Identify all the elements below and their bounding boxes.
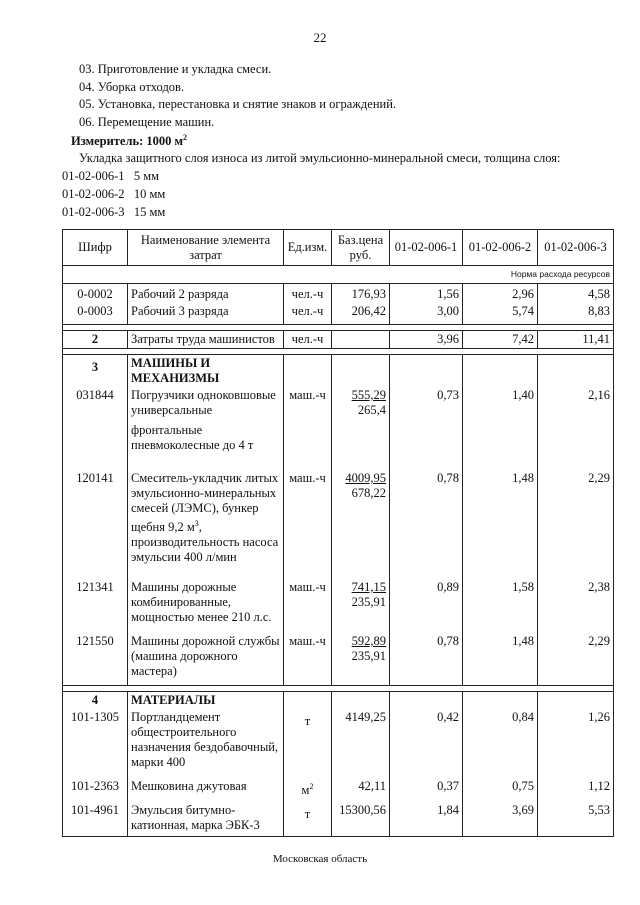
work-description: Укладка защитного слоя износа из литой эмульсионно-минеральной смеси, толщина слоя: — [79, 151, 561, 165]
cell-code: 0-0003 — [63, 303, 128, 325]
variant-value: 5 мм — [133, 169, 160, 183]
cell-name-b: фронтальные пневмоколесные до 4 т — [131, 423, 254, 452]
cell-v2: 3,69 — [463, 802, 538, 837]
table-row — [63, 387, 614, 470]
cell-v3: 2,29 — [538, 633, 614, 686]
cell-v2: 0,75 — [463, 778, 538, 802]
subheader-row — [63, 266, 614, 284]
price-total: 741,15 — [351, 580, 386, 595]
cell-price — [332, 633, 390, 686]
cell-price — [332, 470, 390, 579]
cell-v3: 2,16 — [538, 387, 614, 470]
cell-unit: маш.-ч — [284, 579, 332, 633]
cell-price: 206,42 — [332, 303, 390, 325]
cell-name-sup: 3 — [194, 519, 199, 528]
step-03: 03. Приготовление и укладка смеси. — [79, 62, 272, 76]
cell-unit-sup: 2 — [309, 782, 314, 792]
cell-unit-text: м — [301, 783, 310, 798]
cell-v3: 5,53 — [538, 802, 614, 837]
cell-code: 121550 — [63, 633, 128, 686]
cell-unit — [284, 802, 332, 837]
table-row — [63, 470, 614, 579]
cell-v1: 3,00 — [390, 303, 463, 325]
page-number: 22 — [313, 30, 327, 45]
resource-norms-table — [62, 229, 614, 837]
section-number: 3 — [63, 355, 128, 388]
cell-name: Машины дорожные комбинированные, мощностью менее 210 л.с. — [128, 579, 284, 633]
cell-v1: 0,78 — [390, 633, 463, 686]
col-header-unit: Ед.изм. — [284, 230, 332, 266]
cell-v1: 0,78 — [390, 470, 463, 579]
cell-unit: чел.-ч — [284, 284, 332, 304]
cell-v1: 0,37 — [390, 778, 463, 802]
cell-v1: 0,73 — [390, 387, 463, 470]
cell-name-a: Погрузчики одноковшовые универсальные — [131, 388, 276, 417]
col-header-name: Наименование элемента затрат — [128, 230, 284, 266]
cell-price — [332, 331, 390, 349]
cell-code: 121341 — [63, 579, 128, 633]
cell-unit: маш.-ч — [284, 387, 332, 470]
cell-name: Эмульсия битумно-катионная, марка ЭБК-3 — [128, 802, 284, 837]
price-wage: 265,4 — [357, 403, 386, 417]
variant-code: 01-02-006-2 — [62, 187, 125, 201]
cell-unit: чел.-ч — [284, 303, 332, 325]
cell-price: 15300,56 — [332, 802, 390, 837]
cell-unit-text: т — [304, 714, 311, 729]
cell-v3: 1,12 — [538, 778, 614, 802]
cell-unit: маш.-ч — [284, 633, 332, 686]
cell-v3: 2,38 — [538, 579, 614, 633]
measure-sup: 2 — [183, 133, 188, 142]
cell-unit: маш.-ч — [284, 470, 332, 579]
table-row — [63, 709, 614, 778]
cell-unit — [284, 778, 332, 802]
measure-label: Измеритель: 1000 м — [71, 134, 184, 149]
page-footer: Московская область — [272, 853, 368, 865]
step-06: 06. Перемещение машин. — [79, 115, 215, 129]
col-header-price: Баз.цена руб. — [332, 230, 390, 266]
cell-name — [128, 387, 284, 470]
cell-name: Рабочий 3 разряда — [128, 303, 284, 325]
price-total: 592,89 — [351, 634, 386, 649]
section-title: МАШИНЫ И МЕХАНИЗМЫ — [128, 355, 284, 388]
section-row-materials — [63, 692, 614, 710]
cell-code: 101-2363 — [63, 778, 128, 802]
price-wage: 235,91 — [351, 649, 386, 664]
table-row — [63, 802, 614, 837]
cell-v2: 1,48 — [463, 633, 538, 686]
cell-v2: 5,74 — [463, 303, 538, 325]
variant-code: 01-02-006-3 — [62, 205, 125, 219]
cell-name: Затраты труда машинистов — [128, 331, 284, 349]
table-row — [63, 633, 614, 686]
section-title: МАТЕРИАЛЫ — [128, 692, 284, 710]
section-row-machines — [63, 355, 614, 388]
cell-name: Портландцемент общестроительного назначения бездобавочный, марки 400 — [128, 709, 284, 778]
cell-unit-text: т — [304, 807, 311, 822]
cell-v2: 1,48 — [463, 470, 538, 579]
cell-unit: чел.-ч — [284, 331, 332, 349]
cell-code: 101-1305 — [63, 709, 128, 778]
step-05: 05. Установка, перестановка и снятие знаков и ограждений. — [79, 97, 397, 111]
cell-price — [332, 387, 390, 470]
cell-name: Рабочий 2 разряда — [128, 284, 284, 304]
cell-price: 42,11 — [332, 778, 390, 802]
table-row — [63, 579, 614, 633]
variant-value: 10 мм — [133, 187, 166, 201]
col-header-variant-2: 01-02-006-2 — [463, 230, 538, 266]
cell-v2: 1,40 — [463, 387, 538, 470]
section-number: 4 — [63, 692, 128, 710]
cell-v1: 3,96 — [390, 331, 463, 349]
variant-row — [62, 205, 165, 220]
cell-price: 176,93 — [332, 284, 390, 304]
variant-code: 01-02-006-1 — [62, 169, 125, 183]
table-row — [63, 284, 614, 304]
cell-code: 120141 — [63, 470, 128, 579]
cell-v1: 0,89 — [390, 579, 463, 633]
cell-price: 4149,25 — [332, 709, 390, 778]
cell-v3: 1,26 — [538, 709, 614, 778]
cell-name-c: , производительность насоса эмульсии 400 л/мин — [131, 520, 279, 565]
cell-v3: 4,58 — [538, 284, 614, 304]
cell-name: Машины дорожной службы (машина дорожного мастера) — [128, 633, 284, 686]
cell-v3: 11,41 — [538, 331, 614, 349]
price-wage: 235,91 — [351, 595, 386, 610]
cell-name: Мешковина джутовая — [128, 778, 284, 802]
cell-code: 2 — [63, 331, 128, 349]
measure-unit — [71, 133, 187, 149]
table-row — [63, 331, 614, 349]
variant-row — [62, 187, 165, 202]
price-total: 555,29 — [351, 388, 386, 402]
norms-subheader: Норма расхода ресурсов — [63, 266, 614, 284]
cell-v1: 1,84 — [390, 802, 463, 837]
cell-v1: 0,42 — [390, 709, 463, 778]
col-header-code: Шифр — [63, 230, 128, 266]
cell-code: 101-4961 — [63, 802, 128, 837]
cell-v1: 1,56 — [390, 284, 463, 304]
table-row — [63, 778, 614, 802]
cell-code: 0-0002 — [63, 284, 128, 304]
price-total: 4009,95 — [345, 471, 386, 485]
price-wage: 678,22 — [351, 486, 386, 500]
col-header-variant-3: 01-02-006-3 — [538, 230, 614, 266]
cell-name-a: Смеситель-укладчик литых эмульсионно-минеральных смесей (ЛЭМС), бункер щебня 9,2 м — [131, 471, 279, 535]
variant-row — [62, 169, 159, 184]
cell-code: 031844 — [63, 387, 128, 470]
col-header-variant-1: 01-02-006-1 — [390, 230, 463, 266]
cell-name — [128, 470, 284, 579]
step-04: 04. Уборка отходов. — [79, 80, 185, 94]
cell-v2: 7,42 — [463, 331, 538, 349]
table-row — [63, 303, 614, 325]
cell-v3: 8,83 — [538, 303, 614, 325]
cell-price — [332, 579, 390, 633]
cell-v3: 2,29 — [538, 470, 614, 579]
cell-unit — [284, 709, 332, 778]
variant-value: 15 мм — [133, 205, 166, 219]
table-header-row — [63, 230, 614, 266]
cell-v2: 0,84 — [463, 709, 538, 778]
cell-v2: 2,96 — [463, 284, 538, 304]
cell-v2: 1,58 — [463, 579, 538, 633]
